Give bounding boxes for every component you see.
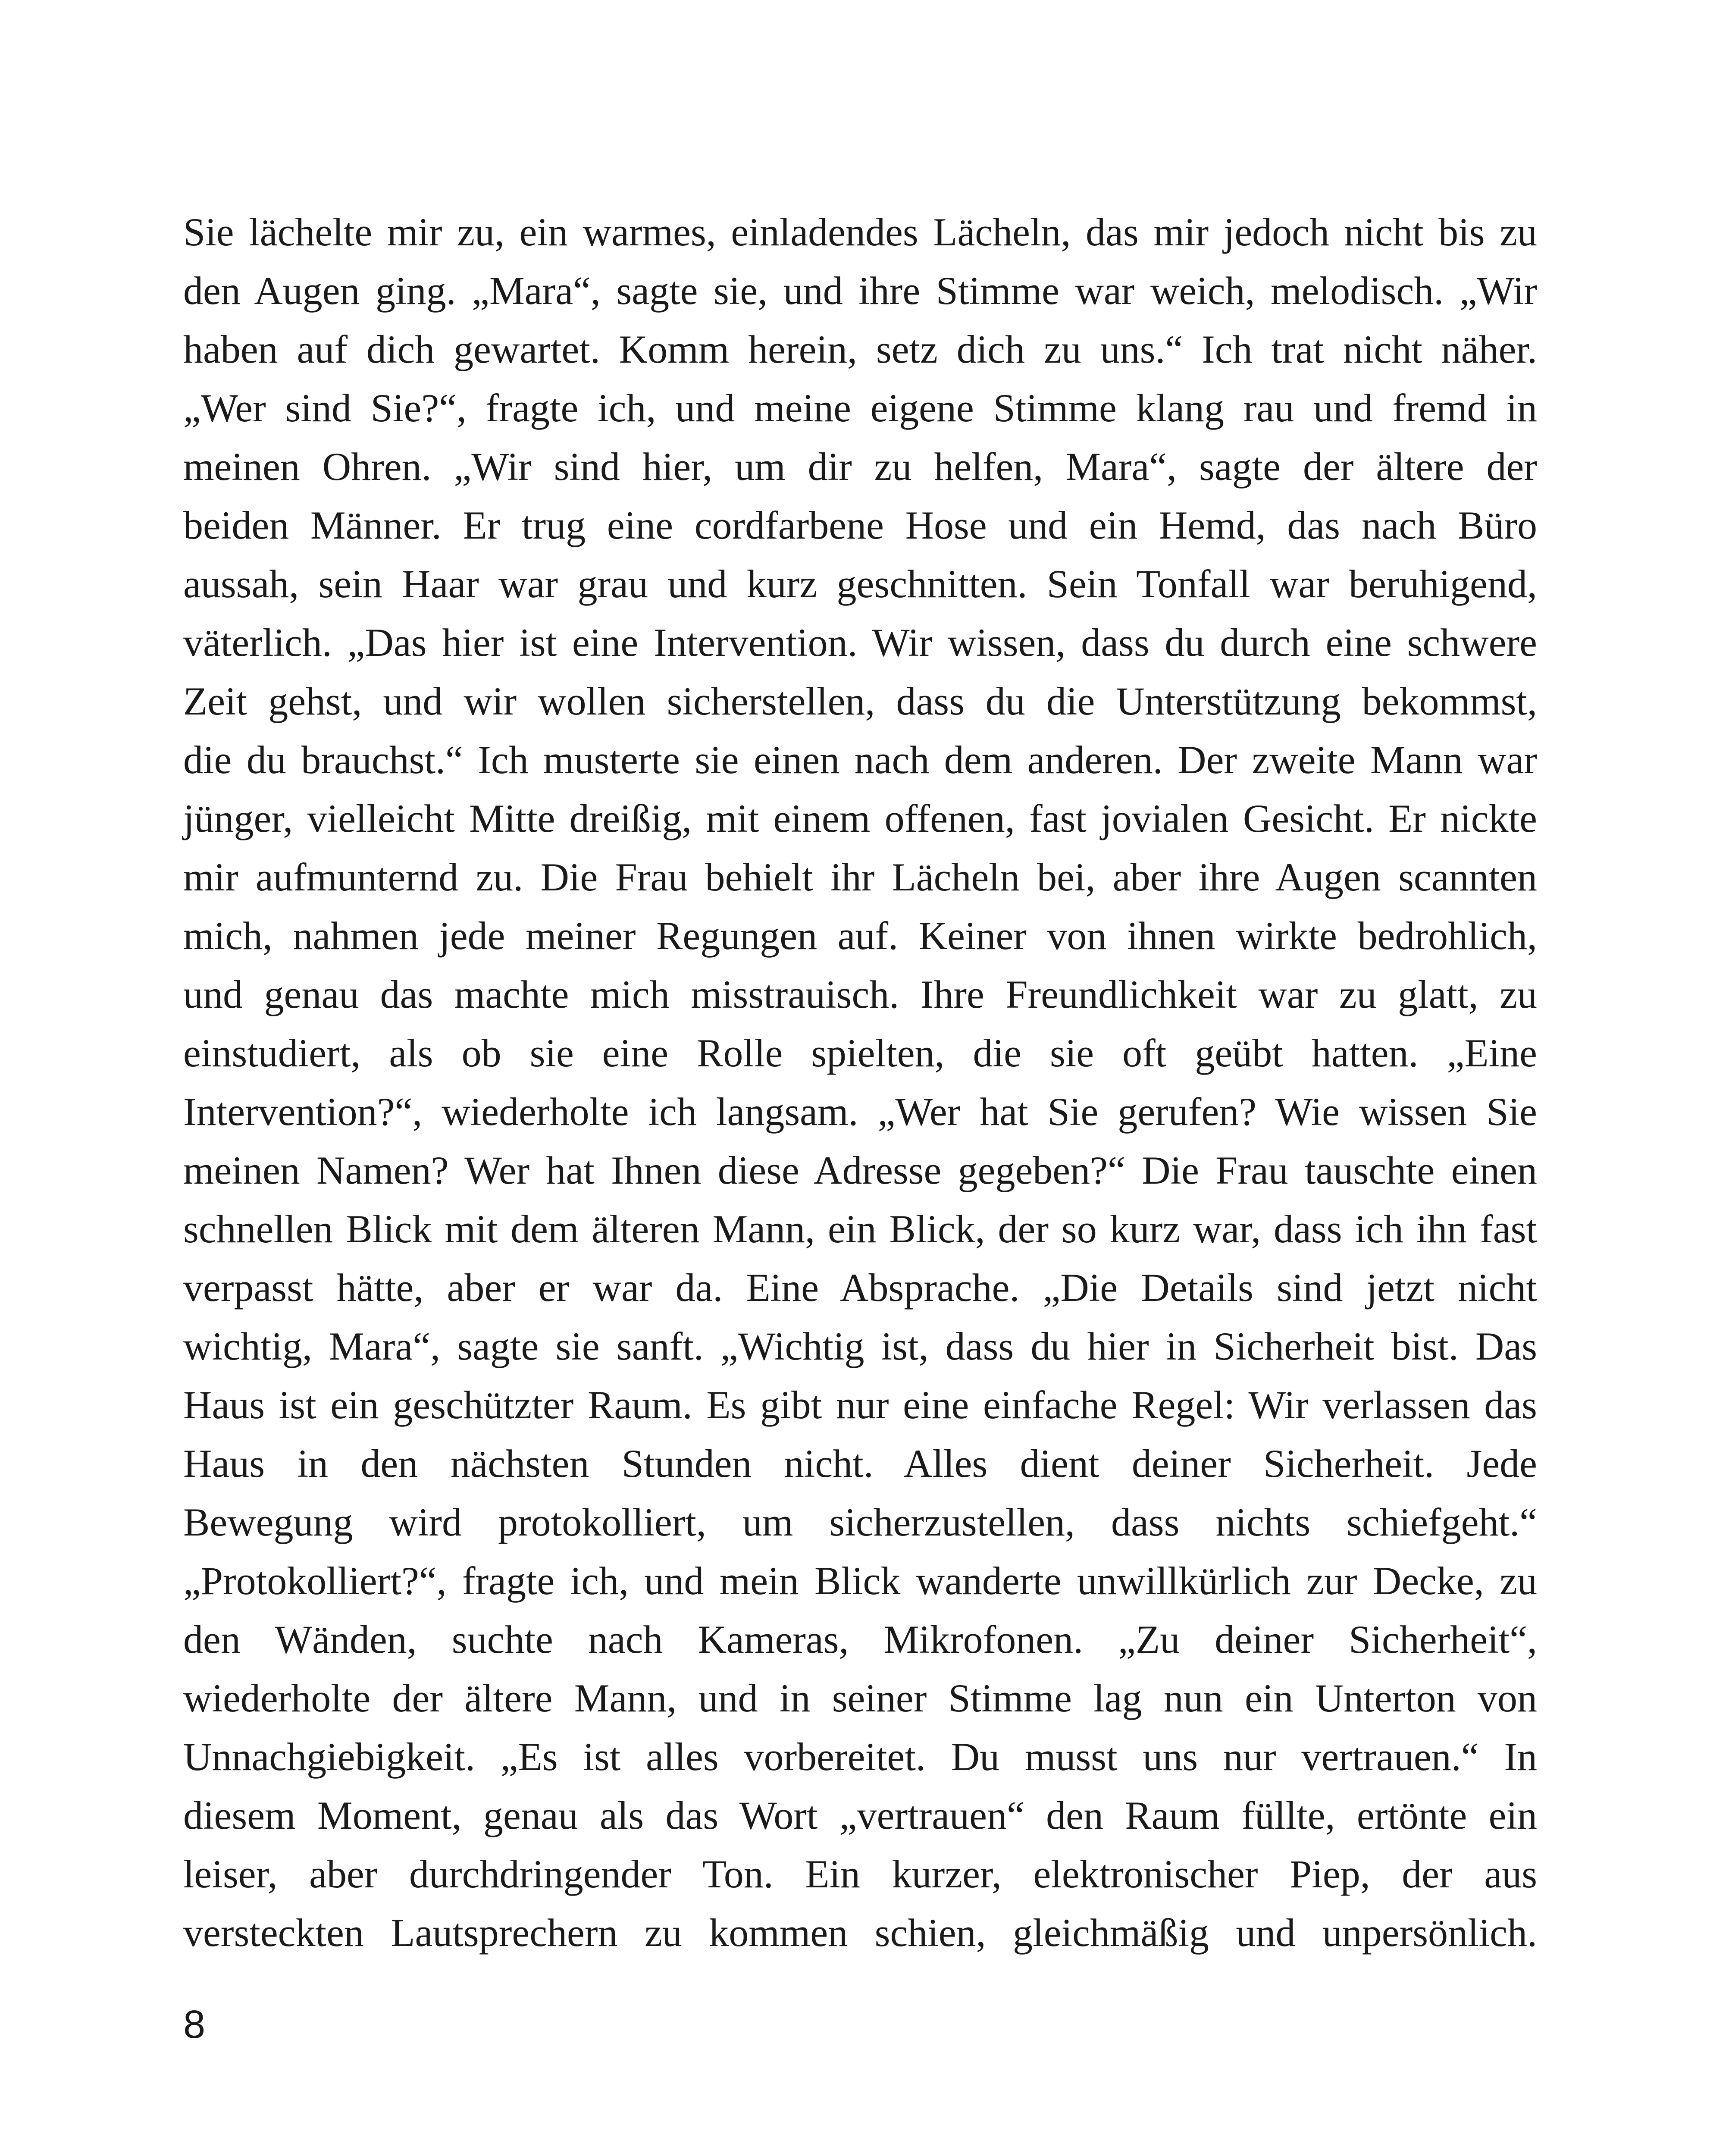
- text-line: Zeit gehst, und wir wollen sicherstellen, dass du die Unterstützung bekommst,: [183, 679, 1537, 723]
- text-line: den Augen ging. „Mara“, sagte sie, und ihre Stimme war weich, melodisch. „Wir: [183, 269, 1537, 313]
- text-line: Haus in den nächsten Stunden nicht. Alles dient deiner Sicherheit. Jede: [183, 1442, 1537, 1485]
- text-line: Bewegung wird protokolliert, um sicherzustellen, dass nichts schiefgeht.“: [183, 1500, 1537, 1544]
- text-line: versteckten Lautsprechern zu kommen schien, gleichmäßig und unpersönlich.: [183, 1911, 1537, 1955]
- text-line: schnellen Blick mit dem älteren Mann, ein Blick, der so kurz war, dass ich ihn fast: [183, 1207, 1537, 1251]
- text-line: wichtig, Mara“, sagte sie sanft. „Wichtig ist, dass du hier in Sicherheit bist. Das: [183, 1324, 1537, 1368]
- page-number: 8: [183, 2002, 206, 2046]
- text-line: „Protokolliert?“, fragte ich, und mein Blick wanderte unwillkürlich zur Decke, zu: [183, 1559, 1537, 1603]
- text-line: beiden Männer. Er trug eine cordfarbene Hose und ein Hemd, das nach Büro: [183, 503, 1537, 547]
- text-line: die du brauchst.“ Ich musterte sie einen nach dem anderen. Der zweite Mann war: [183, 738, 1537, 782]
- text-line: und genau das machte mich misstrauisch. Ihre Freundlichkeit war zu glatt, zu: [183, 972, 1537, 1016]
- body-text: [183, 203, 1537, 1962]
- text-line: mir aufmunternd zu. Die Frau behielt ihr Lächeln bei, aber ihre Augen scannten: [183, 855, 1537, 899]
- text-line: väterlich. „Das hier ist eine Intervention. Wir wissen, dass du durch eine schwere: [183, 620, 1537, 664]
- text-line: mich, nahmen jede meiner Regungen auf. Keiner von ihnen wirkte bedrohlich,: [183, 914, 1537, 958]
- text-line: diesem Moment, genau als das Wort „vertrauen“ den Raum füllte, ertönte ein: [183, 1793, 1537, 1837]
- text-line: jünger, vielleicht Mitte dreißig, mit einem offenen, fast jovialen Gesicht. Er nickte: [183, 796, 1537, 840]
- text-line: Sie lächelte mir zu, ein warmes, einladendes Lächeln, das mir jedoch nicht bis zu: [183, 210, 1537, 254]
- text-line: Intervention?“, wiederholte ich langsam. „Wer hat Sie gerufen? Wie wissen Sie: [183, 1090, 1537, 1134]
- text-line: leiser, aber durchdringender Ton. Ein kurzer, elektronischer Piep, der aus: [183, 1852, 1537, 1896]
- text-line: wiederholte der ältere Mann, und in seiner Stimme lag nun ein Unterton von: [183, 1676, 1537, 1720]
- text-line: verpasst hätte, aber er war da. Eine Absprache. „Die Details sind jetzt nicht: [183, 1266, 1537, 1310]
- text-line: Haus ist ein geschützter Raum. Es gibt nur eine einfache Regel: Wir verlassen das: [183, 1383, 1537, 1427]
- text-line: meinen Ohren. „Wir sind hier, um dir zu helfen, Mara“, sagte der ältere der: [183, 445, 1537, 489]
- text-line: Unnachgiebigkeit. „Es ist alles vorbereitet. Du musst uns nur vertrauen.“ In: [183, 1735, 1537, 1779]
- text-line: meinen Namen? Wer hat Ihnen diese Adresse gegeben?“ Die Frau tauschte einen: [183, 1148, 1537, 1192]
- text-line: haben auf dich gewartet. Komm herein, setz dich zu uns.“ Ich trat nicht näher.: [183, 327, 1537, 371]
- text-line: „Wer sind Sie?“, fragte ich, und meine eigene Stimme klang rau und fremd in: [183, 386, 1537, 430]
- text-line: den Wänden, suchte nach Kameras, Mikrofonen. „Zu deiner Sicherheit“,: [183, 1617, 1537, 1661]
- text-line: aussah, sein Haar war grau und kurz geschnitten. Sein Tonfall war beruhigend,: [183, 562, 1537, 606]
- text-line: einstudiert, als ob sie eine Rolle spielten, die sie oft geübt hatten. „Eine: [183, 1031, 1537, 1075]
